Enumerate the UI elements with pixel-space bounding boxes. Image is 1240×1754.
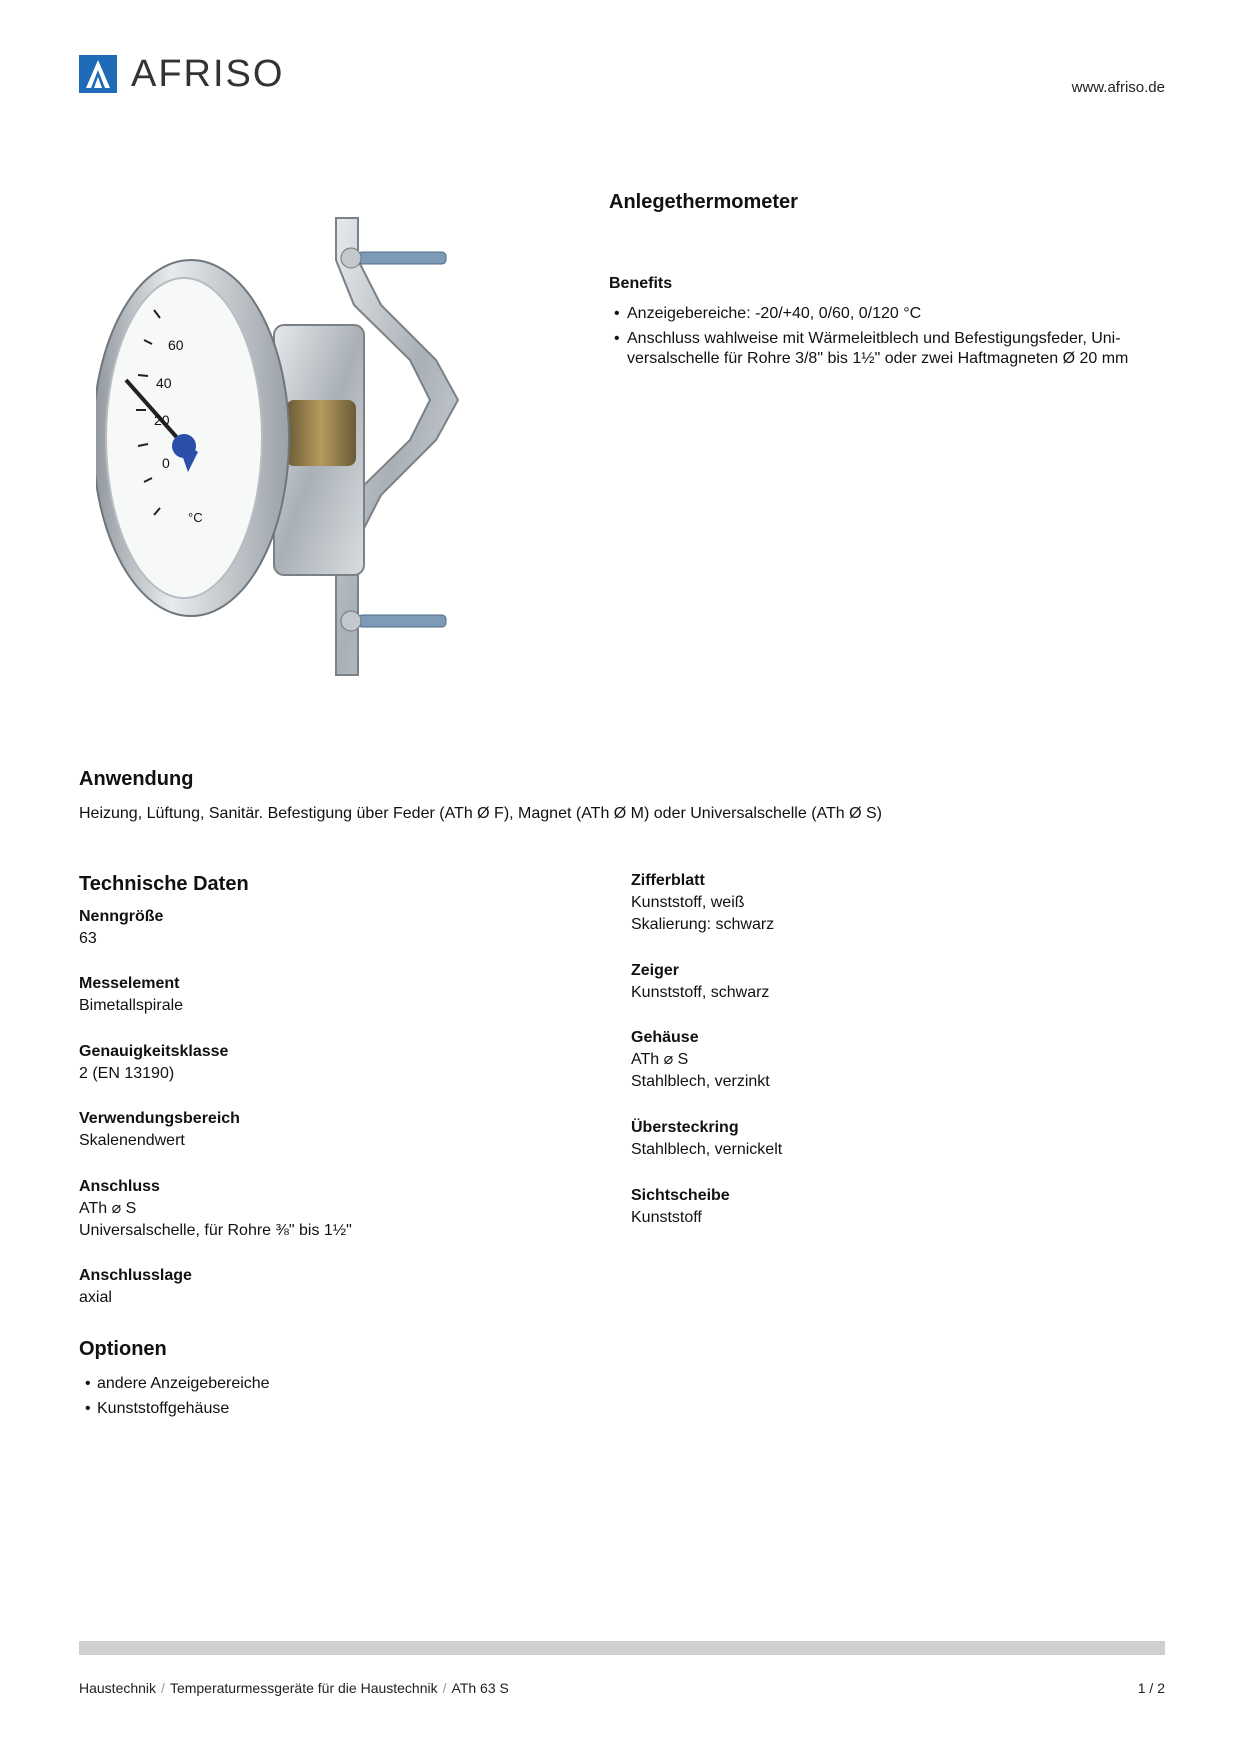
spec-nenngroesse <box>79 906 163 950</box>
spec-value: Stahlblech, verzinkt <box>631 1073 770 1090</box>
breadcrumb-separator: / <box>161 1680 165 1696</box>
spec-value: 63 <box>79 930 97 947</box>
spec-label: Anschlusslage <box>79 1267 192 1284</box>
spec-label: Sichtscheibe <box>631 1187 730 1204</box>
spec-verwendungsbereich <box>79 1108 240 1152</box>
breadcrumb-item[interactable]: Temperaturmessgeräte für die Haustechnik <box>169 1680 438 1696</box>
brand-name: AFRISO <box>131 53 285 95</box>
spec-label: Messelement <box>79 975 180 992</box>
spec-value: Universalschelle, für Rohre ⅜" bis 1½" <box>79 1222 352 1239</box>
breadcrumb <box>79 1680 509 1696</box>
thermometer-with-clamp-illustration <box>96 210 566 690</box>
product-title: Anlegethermometer <box>609 191 798 213</box>
spec-value: Kunststoff, schwarz <box>631 984 770 1001</box>
footer-divider <box>79 1641 1165 1655</box>
spec-label: Genauigkeitsklasse <box>79 1043 229 1060</box>
spec-zifferblatt <box>631 870 774 936</box>
spec-value: 2 (EN 13190) <box>79 1065 175 1082</box>
dial-number: 40 <box>156 375 172 391</box>
website-link[interactable]: www.afriso.de <box>1071 79 1165 96</box>
spec-value: Skalierung: schwarz <box>631 916 775 933</box>
list-item: • Anzeigebereiche: -20/+40, 0/60, 0/120 °C <box>609 304 1169 324</box>
list-item: • andere Anzeigebereiche <box>79 1374 270 1394</box>
spec-value: Stahlblech, vernickelt <box>631 1141 783 1158</box>
spec-label: Anschluss <box>79 1178 160 1195</box>
spec-value: Bimetallspirale <box>79 997 184 1014</box>
dial-number: 0 <box>162 455 170 471</box>
afriso-logo-icon <box>79 55 117 93</box>
dial-unit: °C <box>188 510 203 525</box>
application-text: Heizung, Lüftung, Sanitär. Befestigung über Feder (ATh Ø F), Magnet (ATh Ø M) oder Universalschelle (ATh Ø S) <box>79 805 883 822</box>
spec-value: Skalenendwert <box>79 1132 185 1149</box>
spec-label: Übersteckring <box>631 1119 739 1136</box>
spec-label: Gehäuse <box>631 1029 699 1046</box>
spec-label: Nenngröße <box>79 908 164 925</box>
page-number: 1 / 2 <box>1137 1680 1165 1696</box>
list-item: • Kunststoffgehäuse <box>79 1399 270 1419</box>
spec-messelement <box>79 973 183 1017</box>
spec-value: Kunststoff, weiß <box>631 894 745 911</box>
spec-label: Zifferblatt <box>631 872 705 889</box>
dial-number: 20 <box>154 412 170 428</box>
benefits-list <box>609 304 1169 374</box>
spec-label: Zeiger <box>631 962 680 979</box>
spec-uebersteckring <box>631 1117 782 1161</box>
list-item: • Anschluss wahlweise mit Wärmeleitblech und Befestigungsfeder, Uni-versalschelle für Rohre 3/8" bis 1½" oder zwei Haftmagneten Ø 20 mm <box>609 329 1169 369</box>
breadcrumb-item[interactable]: Haustechnik <box>79 1680 157 1696</box>
spec-sichtscheibe <box>631 1185 730 1229</box>
spec-label: Verwendungsbereich <box>79 1110 240 1127</box>
options-list <box>79 1374 270 1424</box>
breadcrumb-item[interactable]: ATh 63 S <box>451 1680 509 1696</box>
spec-anschluss <box>79 1176 352 1242</box>
application-heading: Anwendung <box>79 768 194 790</box>
spec-genauigkeitsklasse <box>79 1041 228 1085</box>
spec-value: ATh ⌀ S <box>79 1200 137 1217</box>
benefits-heading: Benefits <box>609 275 673 292</box>
spec-value: Kunststoff <box>631 1209 702 1226</box>
spec-zeiger <box>631 960 769 1004</box>
product-image <box>96 210 566 690</box>
brand-logo[interactable] <box>79 55 284 93</box>
spec-gehaeuse <box>631 1027 770 1093</box>
spec-value: axial <box>79 1289 112 1306</box>
spec-value: ATh ⌀ S <box>631 1051 689 1068</box>
dial-number: 60 <box>168 337 184 353</box>
tech-data-heading: Technische Daten <box>79 873 249 895</box>
options-heading: Optionen <box>79 1338 167 1360</box>
breadcrumb-separator: / <box>442 1680 447 1696</box>
spec-anschlusslage <box>79 1265 192 1309</box>
